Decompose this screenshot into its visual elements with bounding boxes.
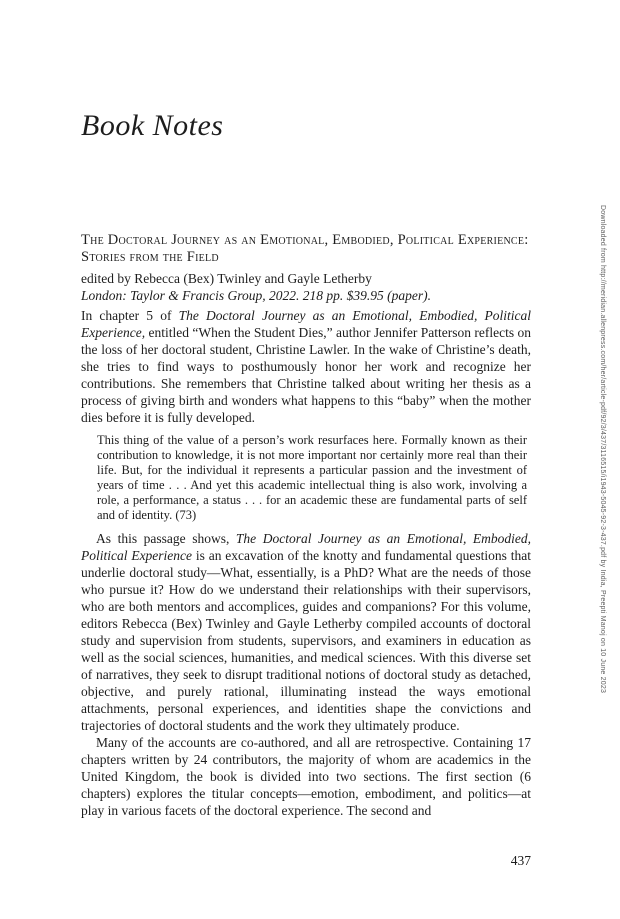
block-quote: This thing of the value of a person’s work resurfaces here. Formally known as their contribution to knowledge, it is not more important nor certainly more real than their life. But, for the individual it represents a particular passion and the investment of years of time . . . And yet this academic intellectual thing is also work, involving a role, a performance, a status . . . for an academic these are fundamental parts of self and of identity. (73) (97, 433, 527, 522)
review-header (81, 232, 531, 304)
book-title: The Doctoral Journey as an Emotional, Embodied, Political Experience: Stories from the Field (81, 232, 529, 265)
book-publication-info: London: Taylor & Francis Group, 2022. 218 pp. $39.95 (paper). (81, 288, 432, 303)
review-paragraph-1: In chapter 5 of The Doctoral Journey as an Emotional, Embodied, Political Experience, entitled “When the Student Dies,” author Jennifer Patterson reflects on the loss of her doctoral student, Christine Lawler. In the wake of Christine’s death, she tries to find ways to posthumously honor her work and recognize her contributions. She remembers that Christine talked about writing her thesis as a process of giving birth and wonders what happens to this “baby” when the mother dies before it is fully developed. (81, 308, 531, 425)
page-number: 437 (510, 853, 531, 868)
review-paragraph-3: Many of the accounts are co-authored, and all are retrospective. Containing 17 chapters written by 24 contributors, the majority of whom are academics in the United Kingdom, the book is divided into two sections. The first section (6 chapters) explores the titular concepts—emotion, embodiment, and politics—at play in various facets of the doctoral experience. The second and (81, 735, 531, 818)
book-editors: edited by Rebecca (Bex) Twinley and Gayle Letherby (81, 271, 372, 286)
download-watermark: Downloaded from http://meridian.allenpress.com/her/article-pdf/92/3/437/3116515/i1943-5045-92-3-437.pdf by India, Preepti Manoj on 10 June 2023 (599, 205, 606, 694)
review-body (81, 307, 531, 819)
journal-section-title: Book Notes (81, 109, 224, 142)
review-paragraph-2: As this passage shows, The Doctoral Journey as an Emotional, Embodied, Political Experience is an excavation of the knotty and fundamental questions that underlie doctoral study—What, essentially, is a PhD? What are the needs of those who pursue it? How do we understand their relationships with their supervisors, who are both mentors and accomplices, guides and companions? For this volume, editors Rebecca (Bex) Twinley and Gayle Letherby compiled accounts of doctoral study and supervision from students, supervisors, and examiners in education as well as the social sciences, humanities, and medical sciences. With this diverse set of narratives, they seek to disrupt traditional notions of doctoral study as detached, objective, and purely rational, illuminating instead the ways emotional attachments, personal experiences, and identities shape the convictions and trajectories of doctoral students and the work they ultimately produce. (81, 531, 532, 733)
